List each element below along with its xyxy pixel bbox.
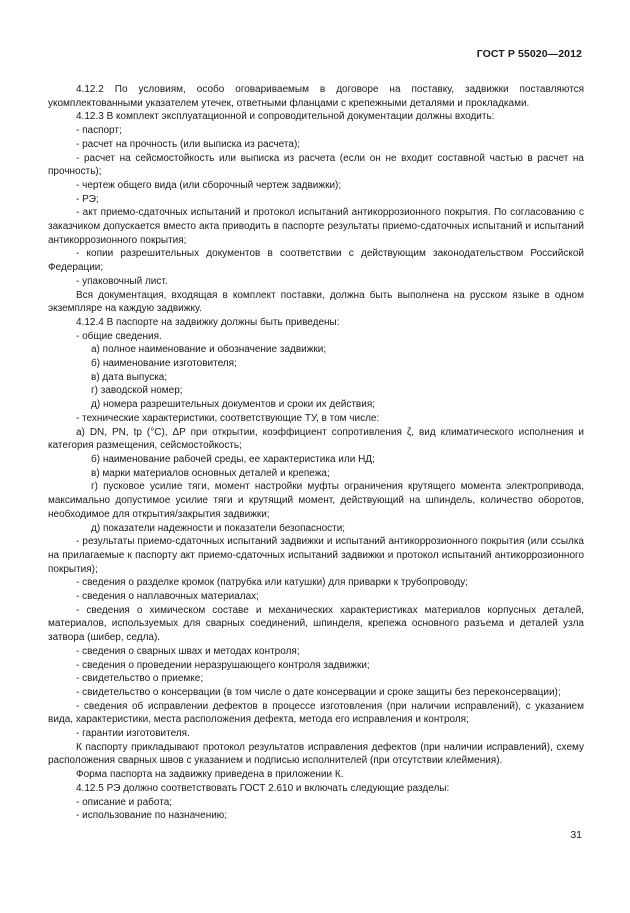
paragraph: Вся документация, входящая в комплект поставки, должна быть выполнена на русском языке в одном экземпляре на каждую задвижку. bbox=[48, 289, 584, 315]
paragraph: - общие сведения. bbox=[76, 330, 162, 342]
paragraph: Форма паспорта на задвижку приведена в приложении К. bbox=[76, 769, 344, 781]
paragraph: - сведения о химическом составе и механических характеристиках материалов корпусных деталей, материалов, используемых для сварных соединений, шпинделя, крепежа основного разъема и деталей узла затвора (шибер, седла). bbox=[48, 604, 584, 644]
paragraph: г) заводской номер; bbox=[91, 385, 183, 397]
page-number: 31 bbox=[570, 829, 582, 841]
paragraph: - результаты приемо-сдаточных испытаний задвижки и испытаний антикоррозионного покрытия (или ссылка на прилагаемые к паспорту акт приемо-сдаточных испытаний задвижки и протокол испытаний антикоррозионного покрытия); bbox=[48, 536, 584, 575]
paragraph: б) наименование рабочей среды, ее характеристика или НД; bbox=[91, 453, 375, 465]
paragraph: 4.12.2 По условиям, особо оговариваемым в договоре на поставку, задвижки поставляются укомплектованными указателем утечек, ответными фланцами с крепежными деталями и прокладками. bbox=[48, 84, 584, 109]
paragraph: - копии разрешительных документов в соответствии с действующим законодательством Российской Федерации; bbox=[48, 248, 584, 274]
paragraph: - сведения о сварных швах и методах контроля; bbox=[76, 645, 300, 657]
paragraph: - сведения о разделке кромок (патрубка или катушки) для приварки к трубопроводу; bbox=[76, 577, 469, 589]
paragraph: - гарантии изготовителя. bbox=[76, 728, 190, 740]
paragraph: - свидетельство о приемке; bbox=[76, 673, 204, 685]
paragraph: - расчет на сейсмостойкость или выписка из расчета (если он не входит составной частью в расчет на прочность); bbox=[48, 152, 584, 178]
paragraph: - расчет на прочность (или выписка из расчета); bbox=[76, 138, 301, 150]
paragraph: - сведения об исправлении дефектов в процессе изготовления (при наличии исправлений), с указанием вида, характеристики, места расположения дефекта, метода его исправления и контроля; bbox=[48, 700, 584, 726]
paragraph: - свидетельство о консервации (в том числе о дате консервации и сроке защиты без переконсервации); bbox=[76, 686, 561, 698]
paragraph: - РЭ; bbox=[76, 193, 99, 205]
paragraph: б) наименование изготовителя; bbox=[91, 358, 237, 370]
paragraph: д) номера разрешительных документов и сроки их действия; bbox=[91, 399, 376, 411]
paragraph: а) DN, PN, tр (°С), ΔP при открытии, коэффициент сопротивления ζ, вид климатического исполнения и категория размещения, сейсмостойкость; bbox=[48, 426, 584, 452]
paragraph: д) показатели надежности и показатели безопасности; bbox=[91, 522, 346, 534]
document-header: ГОСТ Р 55020—2012 bbox=[476, 48, 582, 60]
paragraph: 4.12.4 В паспорте на задвижку должны быть приведены: bbox=[76, 316, 340, 328]
paragraph: 4.12.3 В комплект эксплуатационной и сопроводительной документации должны входить: bbox=[76, 111, 495, 123]
paragraph: в) дата выпуска; bbox=[91, 371, 168, 383]
paragraph: - использование по назначению; bbox=[76, 810, 228, 822]
paragraph: 4.12.5 РЭ должно соответствовать ГОСТ 2.610 и включать следующие разделы: bbox=[76, 782, 450, 794]
paragraph: - технические характеристики, соответствующие ТУ, в том числе: bbox=[76, 412, 380, 424]
paragraph: - чертеж общего вида (или сборочный чертеж задвижки); bbox=[76, 179, 342, 191]
paragraph: г) пусковое усилие тяги, момент настройки муфты ограничения крутящего момента электропривода, максимально допустимое усилие тяги и крутящий момент, действующий на шпиндель, количество оборотов, необходимое для открытия/закрытия задвижки; bbox=[48, 481, 584, 520]
paragraph: а) полное наименование и обозначение задвижки; bbox=[91, 344, 327, 356]
paragraph: - паспорт; bbox=[76, 125, 122, 137]
paragraph: - сведения о проведении неразрушающего контроля задвижки; bbox=[76, 659, 370, 671]
paragraph: в) марки материалов основных деталей и крепежа; bbox=[91, 467, 330, 479]
paragraph: - акт приемо-сдаточных испытаний и протокол испытаний антикоррозионного покрытия. По согласованию с заказчиком допускается вместо акта приводить в паспорте результаты приемо-сдаточных испытаний и испытаний антикоррозионного покрытия; bbox=[48, 207, 584, 246]
paragraph: - описание и работа; bbox=[76, 796, 173, 808]
document-body bbox=[48, 83, 584, 823]
paragraph: К паспорту прикладывают протокол результатов исправления дефектов (при наличии исправлений), схему расположения сварных швов с указанием и подписью исполнителей (при отсутствии клеймения). bbox=[48, 741, 584, 767]
paragraph: - сведения о наплавочных материалах; bbox=[76, 591, 259, 603]
paragraph: - упаковочный лист. bbox=[76, 275, 168, 287]
